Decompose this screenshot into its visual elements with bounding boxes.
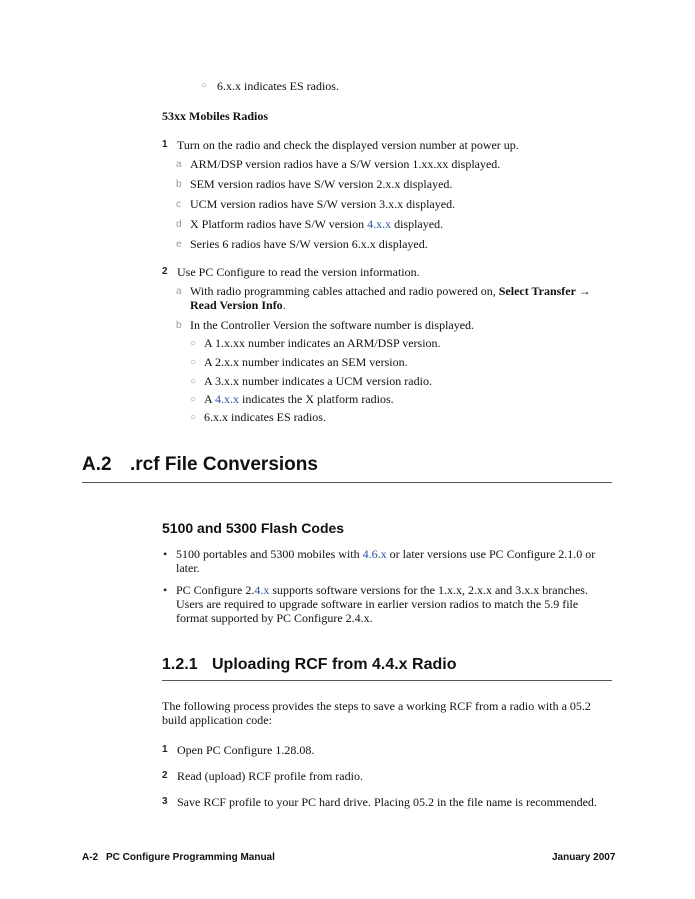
circle-bullet: ○ bbox=[190, 394, 197, 405]
step-text: Use PC Configure to read the version information. bbox=[177, 265, 420, 279]
circle-bullet: ○ bbox=[190, 357, 197, 368]
sub-item: In the Controller Version the software number is displayed. bbox=[190, 318, 475, 332]
paragraph: The following process provides the steps to save a working RCF from a radio with a 05.2 bbox=[162, 699, 591, 713]
sub-letter: a bbox=[176, 159, 182, 170]
bullet-item-continued: Users are required to upgrade software in earlier version radios to match the 5.9 file bbox=[176, 597, 579, 611]
subsection-heading: 53xx Mobiles Radios bbox=[162, 109, 269, 123]
step-number: 2 bbox=[162, 770, 168, 781]
section-number: A.2 bbox=[82, 454, 112, 475]
step-text: Save RCF profile to your PC hard drive. Placing 05.2 in the file name is recommended. bbox=[177, 795, 597, 809]
section-rule bbox=[162, 680, 612, 681]
sub-item: Series 6 radios have S/W version 6.x.x displayed. bbox=[190, 237, 428, 251]
bullet-item: 5100 portables and 5300 mobiles with 4.6.x or later versions use PC Configure 2.1.0 or bbox=[176, 547, 596, 561]
sub-item: SEM version radios have S/W version 2.x.x displayed. bbox=[190, 177, 453, 191]
sub-letter: b bbox=[176, 179, 182, 190]
step-number: 2 bbox=[162, 266, 168, 277]
circle-bullet: ○ bbox=[201, 80, 208, 91]
sub-letter: b bbox=[176, 320, 182, 331]
circle-bullet: ○ bbox=[190, 376, 197, 387]
section-title: .rcf File Conversions bbox=[130, 454, 318, 475]
sub-item: UCM version radios have S/W version 3.x.x displayed. bbox=[190, 197, 456, 211]
sub-item: ARM/DSP version radios have a S/W version 1.xx.xx displayed. bbox=[190, 157, 501, 171]
step-number: 1 bbox=[162, 744, 168, 755]
circle-bullet: ○ bbox=[190, 412, 197, 423]
sub-item-continued: Read Version Info. bbox=[190, 298, 286, 312]
footer-title: PC Configure Programming Manual bbox=[106, 852, 275, 863]
bullet-dot: • bbox=[163, 547, 168, 561]
step-text: Read (upload) RCF profile from radio. bbox=[177, 769, 363, 783]
bullet-item-continued: format supported by PC Configure 2.4.x. bbox=[176, 611, 373, 625]
section-number: 1.2.1 bbox=[162, 656, 198, 673]
section-rule bbox=[82, 482, 612, 483]
bullet-item: PC Configure 2.4.x supports software versions for the 1.x.x, 2.x.x and 3.x.x branches. bbox=[176, 583, 588, 597]
list-item: 6.x.x indicates ES radios. bbox=[204, 410, 326, 424]
bullet-dot: • bbox=[163, 583, 168, 597]
step-number: 1 bbox=[162, 139, 168, 150]
list-item: 6.x.x indicates ES radios. bbox=[217, 79, 339, 93]
list-item: A 4.x.x indicates the X platform radios. bbox=[204, 392, 394, 406]
step-text: Turn on the radio and check the displayed version number at power up. bbox=[177, 138, 519, 152]
section-title: Uploading RCF from 4.4.x Radio bbox=[212, 656, 457, 673]
section-heading bbox=[82, 454, 112, 476]
footer-page-number: A-2 bbox=[82, 852, 99, 863]
paragraph-continued: build application code: bbox=[162, 713, 272, 727]
sub-letter: d bbox=[176, 219, 182, 230]
subsection-heading: 5100 and 5300 Flash Codes bbox=[162, 520, 345, 536]
footer-date: January 2007 bbox=[552, 852, 616, 863]
sub-letter: e bbox=[176, 239, 182, 250]
list-item: A 2.x.x number indicates an SEM version. bbox=[204, 355, 408, 369]
bullet-item-continued: later. bbox=[176, 561, 200, 575]
step-text: Open PC Configure 1.28.08. bbox=[177, 743, 315, 757]
sub-item: X Platform radios have S/W version 4.x.x displayed. bbox=[190, 217, 444, 231]
sub-letter: a bbox=[176, 286, 182, 297]
sub-item: With radio programming cables attached and radio powered on, Select Transfer → bbox=[190, 284, 591, 298]
sub-letter: c bbox=[176, 199, 181, 210]
list-item: A 3.x.x number indicates a UCM version radio. bbox=[204, 374, 432, 388]
step-number: 3 bbox=[162, 796, 168, 807]
list-item: A 1.x.xx number indicates an ARM/DSP version. bbox=[204, 336, 441, 350]
circle-bullet: ○ bbox=[190, 338, 197, 349]
